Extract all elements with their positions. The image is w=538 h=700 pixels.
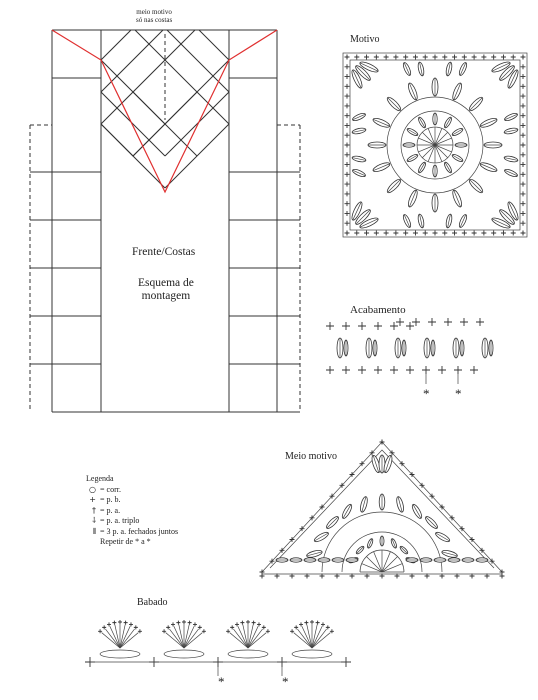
- single-crochet-mark: [198, 625, 202, 629]
- single-crochet-mark: [364, 231, 369, 236]
- single-crochet-mark: [521, 74, 526, 79]
- single-crochet-mark: [252, 621, 256, 625]
- motivo-diagram: [343, 53, 527, 237]
- single-crochet-mark: [342, 366, 350, 374]
- single-crochet-mark: [118, 620, 122, 624]
- single-crochet-mark: [511, 231, 516, 236]
- legend-text: = corr.: [100, 484, 121, 494]
- single-crochet-mark: [345, 152, 350, 157]
- chain-icon: ○: [89, 484, 96, 494]
- single-crochet-mark: [326, 625, 330, 629]
- single-crochet-mark: [326, 322, 334, 330]
- single-crochet-mark: [433, 55, 438, 60]
- single-crochet-mark: [138, 629, 142, 633]
- single-crochet-mark: [521, 84, 526, 89]
- single-crochet-mark: [342, 322, 350, 330]
- single-crochet-mark: [521, 191, 526, 196]
- single-crochet-mark: [491, 231, 496, 236]
- single-crochet-mark: [374, 231, 379, 236]
- single-crochet-mark: [345, 182, 350, 187]
- assembly-subtitle: Esquema de montagem: [138, 277, 194, 302]
- single-crochet-mark: [428, 318, 436, 326]
- single-crochet-mark: [521, 221, 526, 226]
- single-crochet-mark: [112, 621, 116, 625]
- repeat-mark-2: *: [455, 386, 462, 401]
- single-crochet-mark: [345, 211, 350, 216]
- legend-item-chain: [78, 485, 178, 496]
- single-crochet-mark: [240, 621, 244, 625]
- single-crochet-mark: [321, 622, 325, 626]
- single-crochet-mark: [246, 620, 250, 624]
- single-crochet-mark: [481, 55, 486, 60]
- single-crochet-mark: [403, 231, 408, 236]
- single-crochet-mark: [423, 231, 428, 236]
- single-crochet-mark: [188, 621, 192, 625]
- diamond-lattice: [101, 30, 229, 188]
- single-crochet-mark: [423, 55, 428, 60]
- single-crochet-mark: [354, 55, 359, 60]
- single-crochet-mark: [481, 231, 486, 236]
- single-crochet-mark: [396, 318, 404, 326]
- single-crochet-mark: [521, 94, 526, 99]
- single-crochet-mark: [345, 74, 350, 79]
- single-crochet-mark: [266, 629, 270, 633]
- single-crochet-mark: [462, 231, 467, 236]
- legend-text: = 3 p. a. fechados juntos: [100, 526, 179, 536]
- single-crochet-mark: [521, 152, 526, 157]
- single-crochet-mark: [358, 322, 366, 330]
- cluster-icon: ⦀: [92, 526, 96, 536]
- single-crochet-mark: [403, 55, 408, 60]
- single-crochet-mark: [134, 625, 138, 629]
- single-crochet-mark: [358, 366, 366, 374]
- single-crochet-mark: [345, 201, 350, 206]
- meio-motivo-title: Meio motivo: [285, 451, 337, 462]
- single-crochet-mark: [345, 221, 350, 226]
- single-crochet-mark: [491, 55, 496, 60]
- single-crochet-mark: [330, 629, 334, 633]
- babado-title: Babado: [137, 597, 168, 608]
- single-crochet-mark: [406, 322, 414, 330]
- babado-diagram: [85, 620, 351, 676]
- single-crochet-mark: [310, 620, 314, 624]
- single-crochet-mark: [442, 231, 447, 236]
- single-crochet-mark: [444, 318, 452, 326]
- single-crochet-mark: [345, 103, 350, 108]
- single-crochet-mark: [290, 629, 294, 633]
- single-crochet-mark: [98, 629, 102, 633]
- single-crochet-mark: [345, 113, 350, 118]
- single-crochet-mark: [442, 55, 447, 60]
- single-crochet-mark: [521, 211, 526, 216]
- triple-crochet-icon: ⸸: [92, 516, 96, 525]
- legend-item-double-crochet: [78, 506, 178, 517]
- single-crochet-mark: [470, 366, 478, 374]
- single-crochet-mark: [364, 55, 369, 60]
- legend-item-cluster: [78, 527, 178, 538]
- single-crochet-mark: [102, 625, 106, 629]
- single-crochet-mark: [521, 123, 526, 128]
- single-crochet-mark: [262, 625, 266, 629]
- single-crochet-mark: [354, 231, 359, 236]
- front-back-label: Frente/Costas: [132, 246, 196, 258]
- single-crochet-mark: [162, 629, 166, 633]
- single-crochet-mark: [521, 201, 526, 206]
- double-crochet-icon: †: [92, 505, 96, 515]
- single-crochet-mark: [124, 621, 128, 625]
- single-crochet-mark: [472, 231, 477, 236]
- single-crochet-mark: [511, 55, 516, 60]
- single-crochet-mark: [226, 629, 230, 633]
- single-crochet-mark: [230, 625, 234, 629]
- single-crochet-mark: [452, 231, 457, 236]
- single-crochet-mark: [521, 133, 526, 138]
- single-crochet-mark: [345, 84, 350, 89]
- single-crochet-mark: [406, 366, 414, 374]
- single-crochet-mark: [257, 622, 261, 626]
- repeat-mark-1: *: [423, 386, 430, 401]
- single-crochet-mark: [521, 231, 526, 236]
- single-crochet-mark: [452, 55, 457, 60]
- single-crochet-mark: [294, 625, 298, 629]
- single-crochet-mark: [393, 231, 398, 236]
- single-crochet-mark: [433, 231, 438, 236]
- single-crochet-mark: [182, 620, 186, 624]
- single-crochet-mark: [521, 113, 526, 118]
- single-crochet-mark: [326, 366, 334, 374]
- single-crochet-mark: [374, 55, 379, 60]
- single-crochet-mark: [384, 231, 389, 236]
- single-crochet-mark: [521, 103, 526, 108]
- single-crochet-mark: [501, 55, 506, 60]
- single-crochet-mark: [521, 64, 526, 69]
- single-crochet-mark: [345, 133, 350, 138]
- half-motif-note: meio motivo só nas costas: [136, 8, 173, 24]
- motivo-title: Motivo: [350, 34, 380, 45]
- legend-item-repeat: [78, 537, 178, 548]
- acabamento-title: Acabamento: [350, 304, 406, 316]
- babado-repeat-mark-1: *: [218, 674, 225, 689]
- legend: [78, 474, 178, 548]
- legend-title: Legenda: [86, 474, 114, 483]
- single-crochet-mark: [316, 621, 320, 625]
- single-crochet-mark: [462, 55, 467, 60]
- legend-text: Repetir de * a *: [100, 537, 151, 546]
- legend-item-triple-crochet: [78, 516, 178, 527]
- single-crochet-mark: [345, 123, 350, 128]
- single-crochet-mark: [176, 621, 180, 625]
- acabamento-diagram: [326, 318, 493, 384]
- babado-repeat-mark-2: *: [282, 674, 289, 689]
- single-crochet-mark: [460, 318, 468, 326]
- single-crochet-mark: [413, 231, 418, 236]
- single-crochet-mark: [193, 622, 197, 626]
- single-crochet-mark: [107, 622, 111, 626]
- single-crochet-mark: [202, 629, 206, 633]
- single-crochet-mark: [501, 231, 506, 236]
- single-crochet-mark: [129, 622, 133, 626]
- single-crochet-mark: [304, 621, 308, 625]
- single-crochet-mark: [345, 231, 350, 236]
- legend-item-single-crochet: [78, 495, 178, 506]
- legend-text: = p. a. triplo: [100, 516, 140, 525]
- legend-text: = p. a.: [100, 505, 121, 515]
- single-crochet-mark: [345, 172, 350, 177]
- single-crochet-mark: [438, 366, 446, 374]
- single-crochet-mark: [374, 322, 382, 330]
- single-crochet-mark: [384, 55, 389, 60]
- single-crochet-mark: [166, 625, 170, 629]
- single-crochet-mark: [345, 64, 350, 69]
- single-crochet-mark: [521, 172, 526, 177]
- single-crochet-mark: [345, 94, 350, 99]
- single-crochet-icon: +: [89, 495, 96, 504]
- single-crochet-mark: [171, 622, 175, 626]
- single-crochet-mark: [345, 55, 350, 60]
- single-crochet-mark: [476, 318, 484, 326]
- single-crochet-mark: [413, 55, 418, 60]
- single-crochet-mark: [412, 318, 420, 326]
- single-crochet-mark: [521, 162, 526, 167]
- single-crochet-mark: [521, 182, 526, 187]
- body-outline: [52, 30, 300, 412]
- single-crochet-mark: [374, 366, 382, 374]
- single-crochet-mark: [393, 55, 398, 60]
- single-crochet-mark: [390, 322, 398, 330]
- single-crochet-mark: [345, 191, 350, 196]
- single-crochet-mark: [235, 622, 239, 626]
- single-crochet-mark: [299, 622, 303, 626]
- single-crochet-mark: [472, 55, 477, 60]
- single-crochet-mark: [390, 366, 398, 374]
- single-crochet-mark: [345, 162, 350, 167]
- single-crochet-mark: [521, 143, 526, 148]
- side-grid: [30, 78, 300, 364]
- legend-text: = p. b.: [100, 495, 121, 504]
- single-crochet-mark: [521, 55, 526, 60]
- single-crochet-mark: [345, 143, 350, 148]
